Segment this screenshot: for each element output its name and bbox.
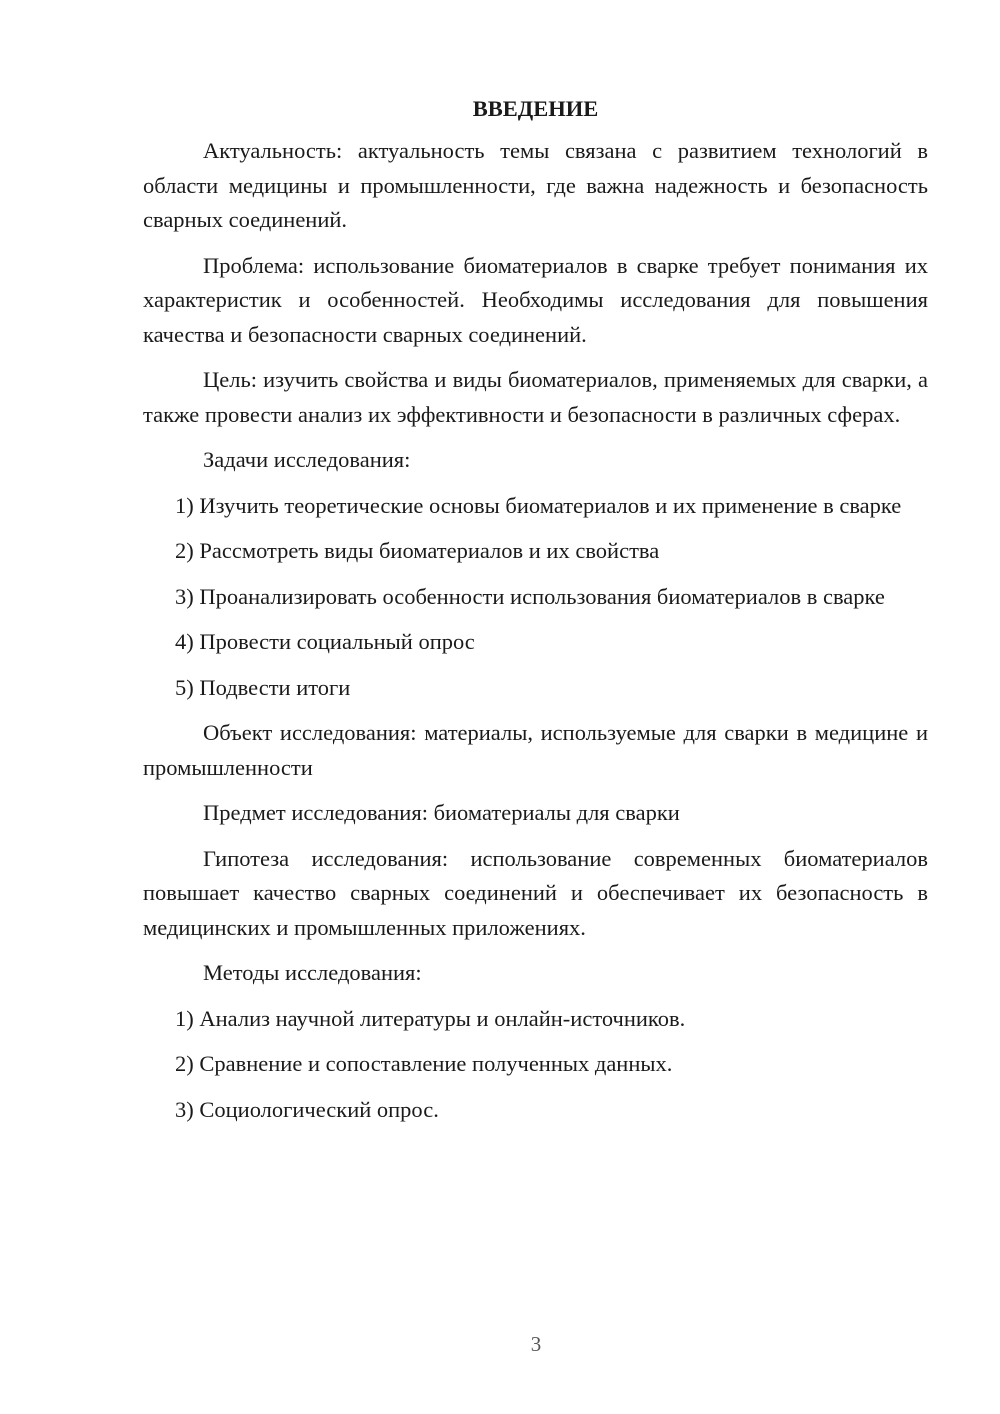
- document-title: ВВЕДЕНИЕ: [472, 96, 599, 121]
- method-item: 3) Социологический опрос.: [175, 1096, 439, 1122]
- relevance-paragraph: Актуальность: актуальность темы связана с развитием технологий в области медицины и промышленности, где важна надежность и безопасность сварных соединений.: [143, 138, 928, 232]
- goal-paragraph: Цель: изучить свойства и виды биоматериалов, применяемых для сварки, а также провести анализ их эффективности и безопасности в различных сферах.: [143, 367, 928, 427]
- task-item: 2) Рассмотреть виды биоматериалов и их свойства: [175, 538, 660, 563]
- task-item: 5) Подвести итоги: [175, 674, 351, 700]
- problem-paragraph: Проблема: использование биоматериалов в сварке требует понимания их характеристик и особенностей. Необходимы исследования для повышения качества и безопасности сварных соединений.: [143, 252, 928, 347]
- document-page: [143, 92, 928, 1138]
- tasks-heading: Задачи исследования:: [203, 447, 411, 472]
- task-item: 4) Провести социальный опрос: [175, 629, 475, 654]
- task-item: 3) Проанализировать особенности использования биоматериалов в сварке: [175, 583, 885, 609]
- methods-heading: Методы исследования:: [203, 960, 422, 985]
- page-number: 3: [530, 1332, 542, 1356]
- object-paragraph: Объект исследования: материалы, используемые для сварки в медицине и промышленности: [143, 720, 928, 780]
- hypothesis-paragraph: Гипотеза исследования: использование современных биоматериалов повышает качество сварных соединений и обеспечивает их безопасность в медицинских и промышленных приложениях.: [143, 845, 928, 940]
- subject-paragraph: Предмет исследования: биоматериалы для сварки: [203, 800, 680, 825]
- task-item: 1) Изучить теоретические основы биоматериалов и их применение в сварке: [175, 492, 902, 518]
- method-item: 2) Сравнение и сопоставление полученных данных.: [175, 1051, 673, 1076]
- method-item: 1) Анализ научной литературы и онлайн-источников.: [175, 1005, 686, 1031]
